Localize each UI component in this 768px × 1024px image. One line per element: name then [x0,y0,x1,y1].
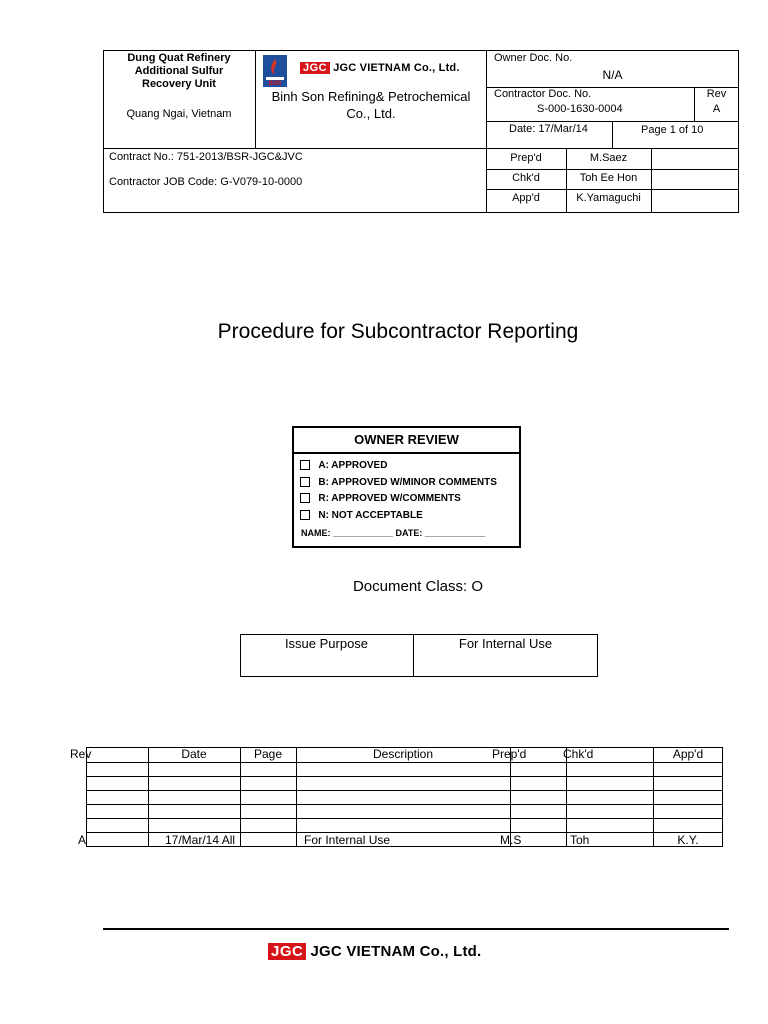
appd-value: K.Yamaguchi [576,192,641,204]
owner-review-heading: OWNER REVIEW [354,432,459,447]
appd-col-header: App'd [672,747,704,761]
revision-table [86,747,723,847]
review-option-comments[interactable]: R: APPROVED W/COMMENTS [300,491,497,508]
chkd-label: Chk'd [512,172,540,184]
checkbox-icon [300,477,310,487]
description-col-header: Description [372,747,434,761]
contract-number: Contract No.: 751-2013/BSR-JGC&JVC [109,151,303,163]
rev-cell: A [78,833,87,847]
date-cell: 17/Mar/14 All [165,833,236,847]
owner-company-line1: Binh Son Refining& Petrochemical [271,89,471,104]
contractor-doc-label: Contractor Doc. No. [494,88,592,100]
review-option-minor-comments[interactable]: B: APPROVED W/MINOR COMMENTS [300,475,497,492]
project-name-line3: Recovery Unit [142,78,216,90]
review-name-date: NAME: ____________ DATE: ____________ [301,528,485,538]
footer-jgc-badge: JGC [268,943,306,960]
footer-jgc-name: JGC VIETNAM Co., Ltd. [310,943,482,960]
prepd-cell: M.S [500,833,522,847]
job-code: Contractor JOB Code: G-V079-10-0000 [109,176,303,188]
checkbox-icon [300,493,310,503]
issue-purpose-label: Issue Purpose [284,636,369,651]
chkd-value: Toh Ee Hon [579,172,638,184]
review-option-not-acceptable[interactable]: N: NOT ACCEPTABLE [300,508,497,525]
owner-doc-label: Owner Doc. No. [494,52,573,64]
owner-doc-value: N/A [602,68,623,82]
rev-col-header: Rev [70,747,92,761]
chkd-col-header: Chk'd [563,747,594,761]
checkbox-icon [300,460,310,470]
doc-date: Date: 17/Mar/14 [509,123,588,135]
page-col-header: Page [254,747,283,761]
project-name-line1: Dung Quat Refinery [127,52,231,64]
rev-label: Rev [706,88,727,100]
contractor-doc-value: S-000-1630-0004 [537,103,623,115]
project-location: Quang Ngai, Vietnam [126,108,232,120]
bsr-logo-text: BSR [268,81,282,87]
jgc-vietnam-logo [300,62,460,74]
prepd-col-header: Prep'd [492,747,527,761]
description-cell: For Internal Use [304,833,391,847]
footer-logo [268,943,481,960]
prepd-label: Prep'd [510,152,542,164]
footer-divider [103,928,729,930]
prepd-value: M.Saez [589,152,628,164]
review-option-approved[interactable]: A: APPROVED [300,458,497,475]
owner-review-options [300,458,497,524]
jgc-badge: JGC [300,62,330,74]
rev-value: A [712,103,721,115]
appd-label: App'd [512,192,540,204]
page-count: Page 1 of 10 [641,124,704,136]
project-name-line2: Additional Sulfur [134,65,224,77]
checkbox-icon [300,510,310,520]
issue-purpose-value: For Internal Use [458,636,553,651]
chkd-cell: Toh [570,833,590,847]
document-title: Procedure for Subcontractor Reporting [217,320,579,343]
date-col-header: Date [181,747,207,761]
appd-cell: K.Y. [677,833,699,847]
document-class: Document Class: O [352,578,484,595]
owner-company-line2: Co., Ltd. [346,106,396,121]
jgc-company-name: JGC VIETNAM Co., Ltd. [333,62,460,74]
